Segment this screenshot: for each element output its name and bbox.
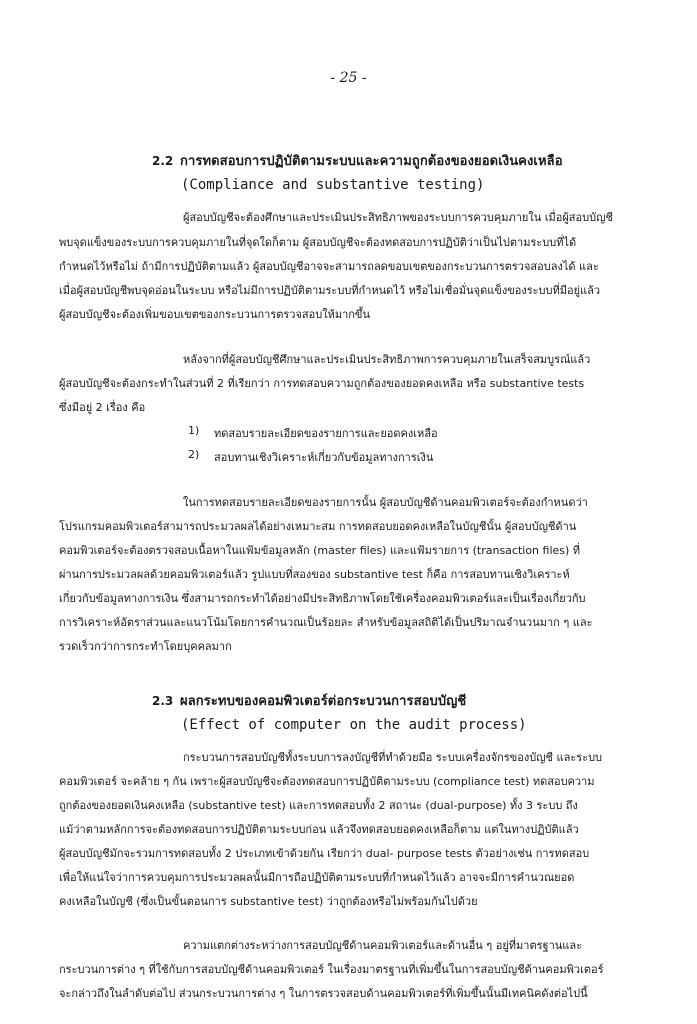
list-item-number: 2)	[188, 448, 200, 461]
paragraph-line: หลังจากที่ผู้สอบบัญชีศึกษาและประเมินประสิทธิภาพการควบคุมภายในเสร็จสมบูรณ์แล้ว	[183, 353, 591, 366]
section-number: 2.2	[152, 154, 174, 168]
paragraph-line: ผ่านการประมวลผลด้วยคอมพิวเตอร์แล้ว รูปแบบที่สองของ substantive test ก็คือ การสอบทานเชิงวิเคราะห์	[59, 568, 570, 581]
list-item: สอบทานเชิงวิเคราะห์เกี่ยวกับข้อมูลทางการเงิน	[214, 451, 434, 464]
section-2-2-heading	[152, 150, 652, 193]
list-item: ทดสอบรายละเอียดของรายการและยอดคงเหลือ	[214, 427, 438, 440]
paragraph-line: เกี่ยวกับข้อมูลทางการเงิน ซึ่งสามารถกระทำได้อย่างมีประสิทธิภาพโดยใช้เครื่องคอมพิวเตอร์และเป็นเรื่องเกี่ยวกับ	[59, 592, 586, 605]
paragraph-line: กระบวนการต่าง ๆ ที่ใช้กับการสอบบัญชีด้านคอมพิวเตอร์ ในเรื่องมาตรฐานที่เพิ่มขึ้นในการสอบบัญชีด้านคอมพิวเตอร์	[59, 963, 604, 976]
paragraph-line: เพื่อให้แน่ใจว่าการควบคุมการประมวลผลนั้นมีการถือปฏิบัติตามระบบที่กำหนดไว้แล้ว อาจจะมีการคำนวณยอด	[59, 871, 575, 884]
paragraph-line: ผู้สอบบัญชีจะต้องเพิ่มขอบเขตของกระบวนการตรวจสอบให้มากขึ้น	[59, 308, 370, 321]
paragraph-line: รวดเร็วกว่าการกระทำโดยบุคคลมาก	[59, 640, 232, 653]
paragraph-line: โปรแกรมคอมพิวเตอร์สามารถประมวลผลได้อย่างเหมาะสม การทดสอบยอดคงเหลือในบัญชีนั้น ผู้สอบบัญชีด้าน	[59, 520, 577, 533]
paragraph-line: ผู้สอบบัญชีจะต้องศึกษาและประเมินประสิทธิภาพของระบบการควบคุมภายใน เมื่อผู้สอบบัญชี	[183, 211, 613, 224]
section-title-thai: ผลกระทบของคอมพิวเตอร์ต่อกระบวนการสอบบัญชี	[180, 694, 467, 709]
section-number: 2.3	[152, 694, 174, 708]
paragraph-line: จะกล่าวถึงในลำดับต่อไป ส่วนกระบวนการต่าง ๆ ในการตรวจสอบด้านคอมพิวเตอร์ที่เพิ่มขึ้นนั้นมีเทคนิคดังต่อไปนี้	[59, 987, 588, 1000]
paragraph-line: พบจุดแข็งของระบบการควบคุมภายในที่จุดใดก็ตาม ผู้สอบบัญชีจะต้องทดสอบการปฏิบัติว่าเป็นไปตามระบบที่ได้	[59, 236, 577, 249]
paragraph-line: ผู้สอบบัญชีจะต้องกระทำในส่วนที่ 2 ที่เรียกว่า การทดสอบความถูกต้องของยอดคงเหลือ หรือ substantive tests	[59, 377, 585, 390]
paragraph-line: ความแตกต่างระหว่างการสอบบัญชีด้านคอมพิวเตอร์และด้านอื่น ๆ อยู่ที่มาตรฐานและ	[183, 939, 583, 952]
list-item-number: 1)	[188, 424, 200, 437]
paragraph-line: กระบวนการสอบบัญชีทั้งระบบการลงบัญชีที่ทำด้วยมือ ระบบเครื่องจักรของบัญชี และระบบ	[183, 751, 603, 764]
paragraph-line: คอมพิวเตอร์จะต้องตรวจสอบเนื้อหาในแฟ้มข้อมูลหลัก (master files) และแฟ้มรายการ (transaction files) ที่	[59, 544, 581, 557]
section-title-english: (Effect of computer on the audit process)	[181, 717, 527, 733]
paragraph-line: เมื่อผู้สอบบัญชีพบจุดอ่อนในระบบ หรือไม่มีการปฏิบัติตามระบบที่กำหนดไว้ หรือไม่เชื่อมั่นจุดแข็งของระบบที่มีอยู่แล้ว	[59, 284, 601, 297]
paragraph-line: แม้ว่าตามหลักการจะต้องทดสอบการปฏิบัติตามระบบก่อน แล้วจึงทดสอบยอดคงเหลือก็ตาม แต่ในทางปฏิบัติแล้ว	[59, 823, 579, 836]
page-number: - 25 -	[330, 70, 367, 86]
paragraph-line: คงเหลือในบัญชี (ซึ่งเป็นขั้นตอนการ substantive test) ว่าถูกต้องหรือไม่พร้อมกันไปด้วย	[59, 895, 478, 908]
paragraph-line: ซึ่งมีอยู่ 2 เรื่อง คือ	[59, 401, 146, 414]
paragraph-line: ในการทดสอบรายละเอียดของรายการนั้น ผู้สอบบัญชีด้านคอมพิวเตอร์จะต้องกำหนดว่า	[183, 496, 588, 509]
paragraph-line: การวิเคราะห์อัตราส่วนและแนวโน้มโดยการคำนวณเป็นร้อยละ สำหรับข้อมูลสถิติได้เป็นปริมาณจำนวนมาก ๆ และ	[59, 616, 593, 629]
paragraph-line: ถูกต้องของยอดเงินคงเหลือ (substantive test) และการทดสอบทั้ง 2 สถานะ (dual-purpose) ทั้ง 3 ระบบ ถึง	[59, 799, 578, 812]
section-2-3-heading	[152, 690, 652, 733]
section-title-thai: การทดสอบการปฏิบัติตามระบบและความถูกต้องของยอดเงินคงเหลือ	[180, 154, 563, 169]
paragraph-line: ผู้สอบบัญชีมักจะรวมการทดสอบทั้ง 2 ประเภทเข้าด้วยกัน เรียกว่า dual- purpose tests ตัวอย่างเช่น การทดสอบ	[59, 847, 590, 860]
paragraph-line: กำหนดไว้หรือไม่ ถ้ามีการปฏิบัติตามแล้ว ผู้สอบบัญชีอาจจะสามารถลดขอบเขตของกระบวนการตรวจสอบลงได้ และ	[59, 260, 599, 273]
paragraph-line: คอมพิวเตอร์ จะคล้าย ๆ กัน เพราะผู้สอบบัญชีจะต้องทดสอบการปฏิบัติตามระบบ (compliance test) ทดสอบความ	[59, 775, 595, 788]
section-title-english: (Compliance and substantive testing)	[181, 177, 485, 193]
